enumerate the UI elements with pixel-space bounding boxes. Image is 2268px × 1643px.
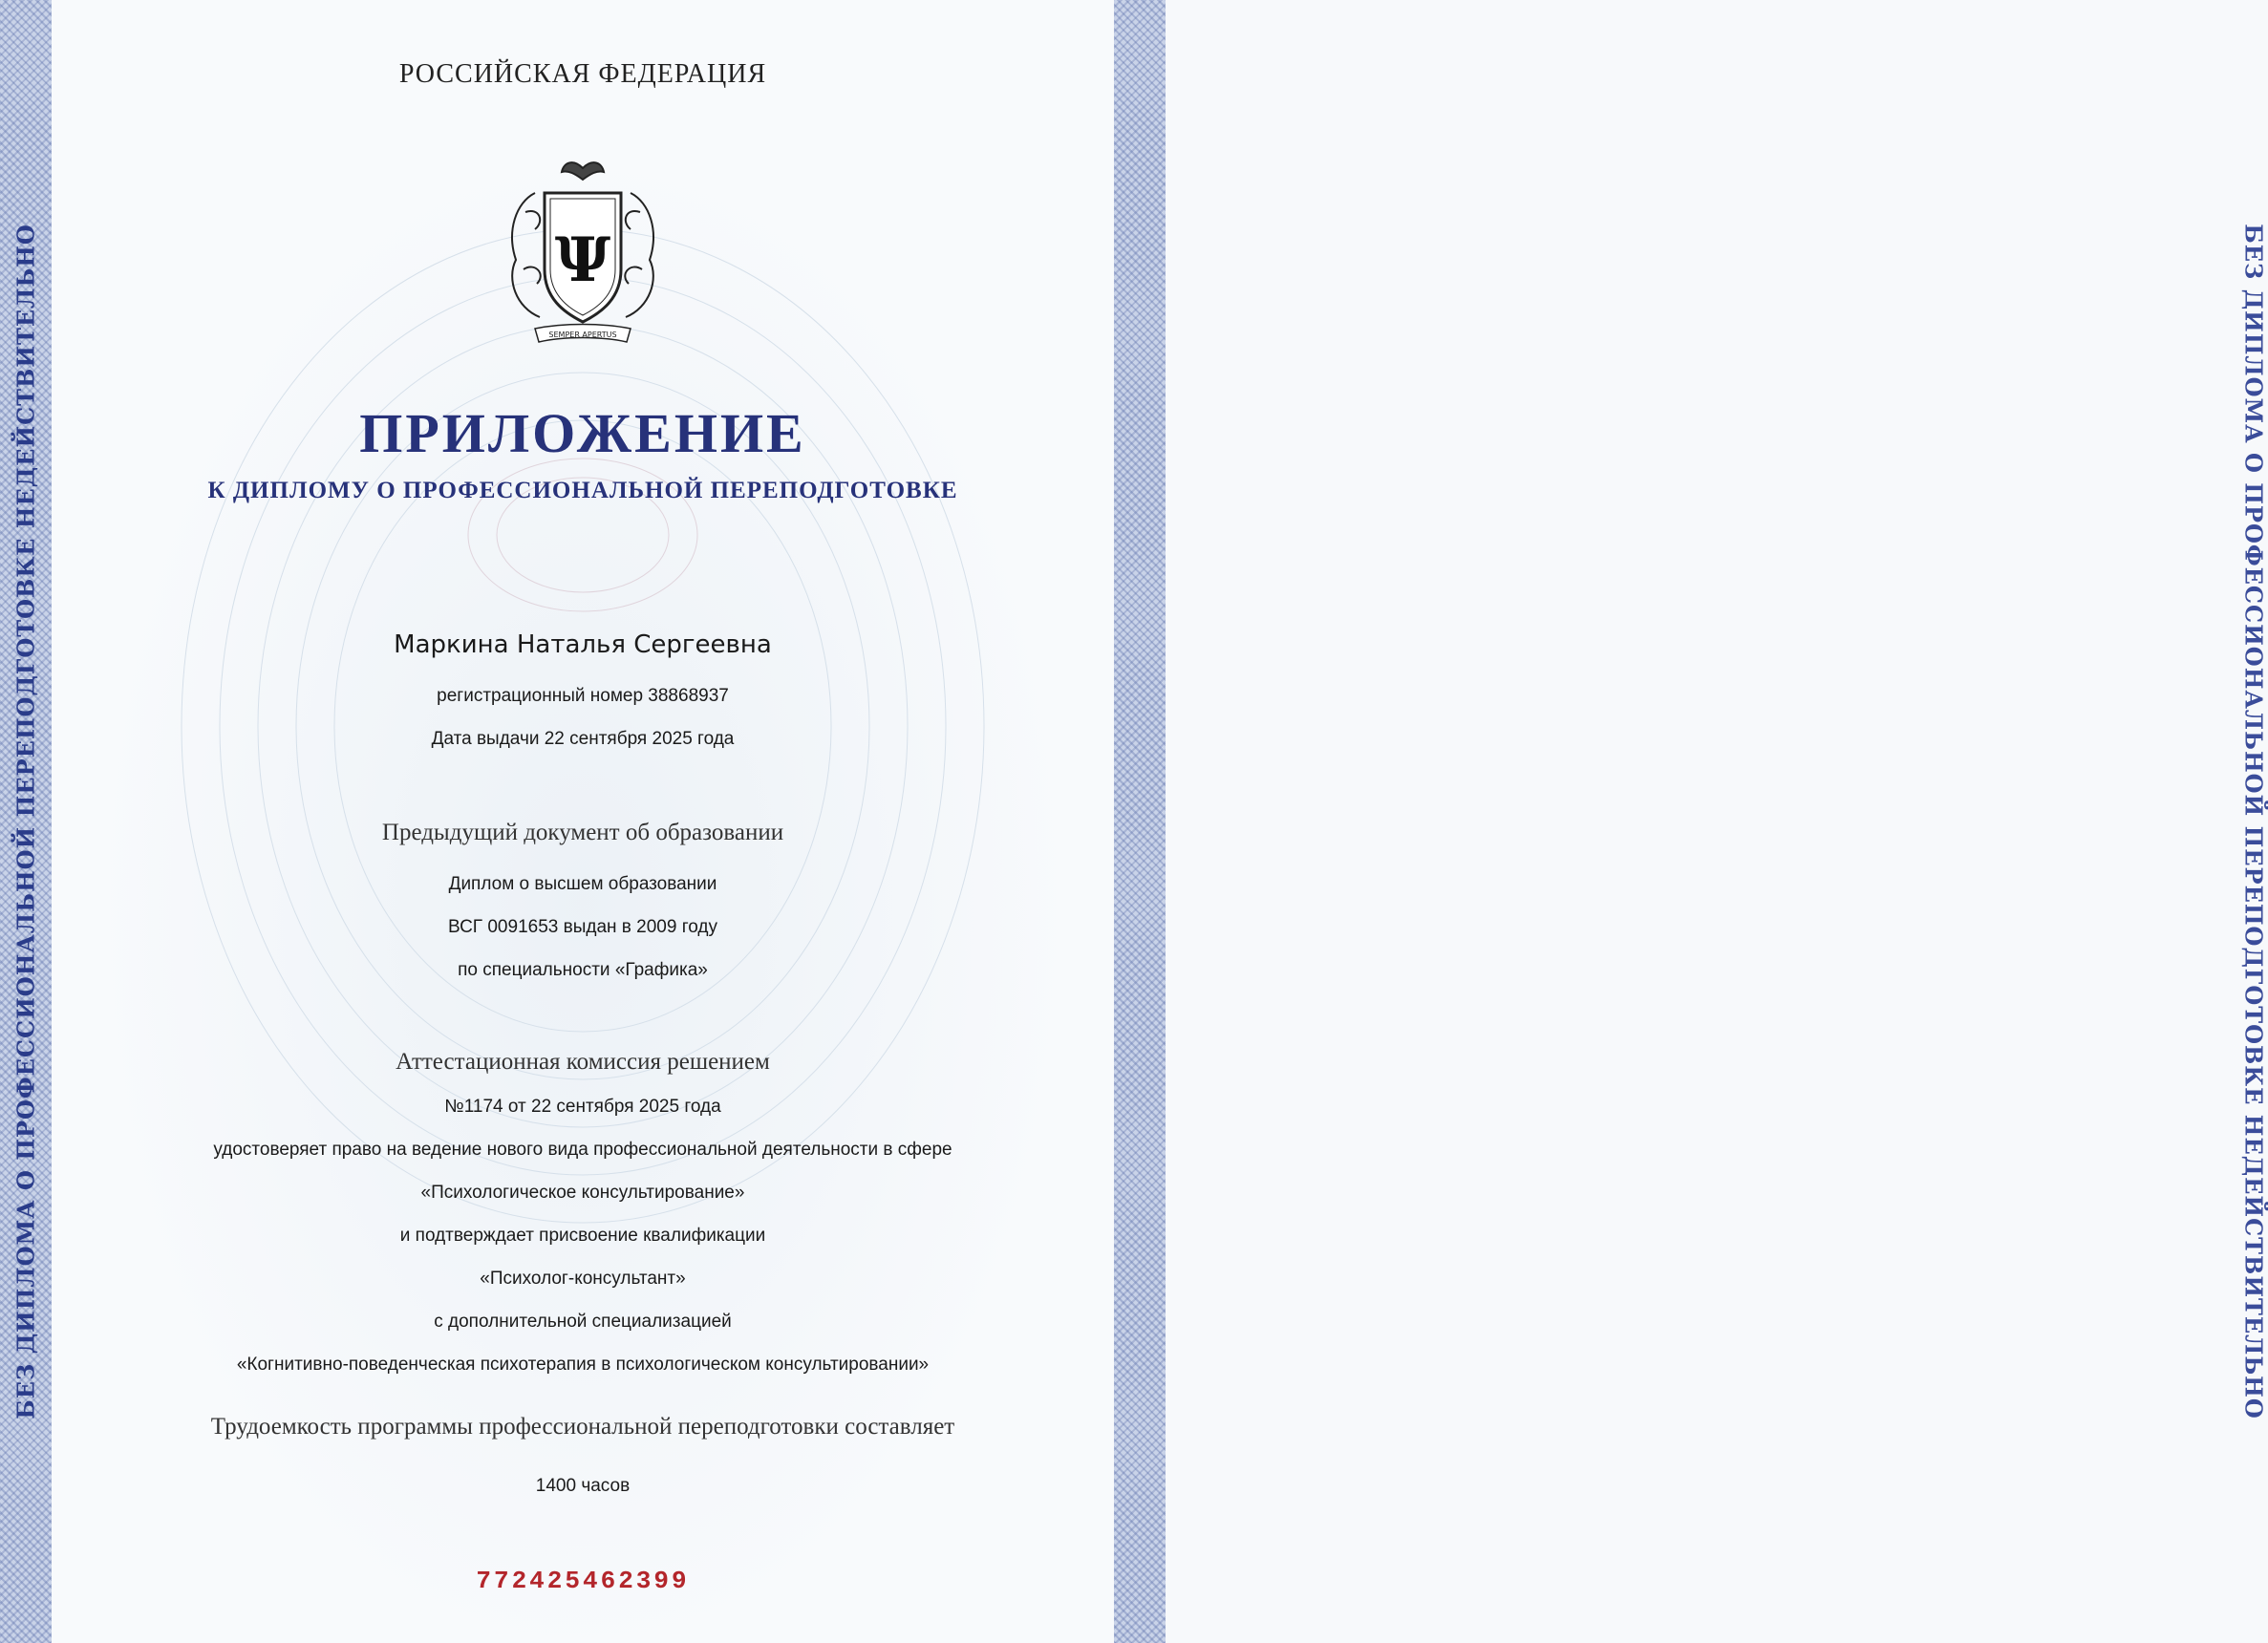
- commission-right: удостоверяет право на ведение нового вида профессиональной деятельности в сфере: [213, 1140, 952, 1160]
- left-border-text: БЕЗ ДИПЛОМА О ПРОФЕССИОНАЛЬНОЙ ПЕРЕПОДГОТОВКЕ НЕДЕЙСТВИТЕЛЬНО: [11, 224, 40, 1419]
- document-title: ПРИЛОЖЕНИЕ: [359, 402, 806, 464]
- holder-name: Маркина Наталья Сергеевна: [394, 630, 772, 659]
- commission-confirms: и подтверждает присвоение квалификации: [399, 1226, 766, 1246]
- commission-decision: №1174 от 22 сентября 2025 года: [444, 1097, 721, 1117]
- commission-sphere: «Психологическое консультирование»: [420, 1183, 745, 1203]
- previous-doc-heading: Предыдущий документ об образовании: [381, 820, 784, 845]
- previous-doc-specialty: по специальности «Графика»: [458, 960, 708, 980]
- qualification: «Психолог-консультант»: [480, 1269, 686, 1289]
- document-subtitle: К ДИПЛОМУ О ПРОФЕССИОНАЛЬНОЙ ПЕРЕПОДГОТОВКЕ: [207, 478, 958, 503]
- country-heading: РОССИЙСКАЯ ФЕДЕРАЦИЯ: [398, 59, 767, 89]
- specialization: «Когнитивно-поведенческая психотерапия в психологическом консультировании»: [236, 1355, 930, 1375]
- university-emblem: [497, 155, 669, 355]
- previous-doc-type: Диплом о высшем образовании: [448, 874, 717, 894]
- previous-doc-series: ВСГ 0091653 выдан в 2009 году: [448, 917, 717, 937]
- psi-symbol: Ψ: [554, 224, 611, 296]
- with-specialization: с дополнительной специализацией: [434, 1312, 732, 1332]
- registration-number: регистрационный номер 38868937: [437, 686, 729, 706]
- emblem-motto: SEMPER APERTUS: [548, 331, 617, 339]
- right-border-text: БЕЗ ДИПЛОМА О ПРОФЕССИОНАЛЬНОЙ ПЕРЕПОДГОТОВКЕ НЕДЕЙСТВИТЕЛЬНО: [2239, 224, 2268, 1419]
- workload-hours: 1400 часов: [535, 1476, 631, 1496]
- serial-number: 772425462399: [476, 1567, 690, 1595]
- issue-date: Дата выдачи 22 сентября 2025 года: [431, 729, 735, 749]
- commission-heading: Аттестационная комиссия решением: [396, 1049, 770, 1075]
- workload-heading: Трудоемкость программы профессиональной переподготовки составляет: [210, 1414, 955, 1440]
